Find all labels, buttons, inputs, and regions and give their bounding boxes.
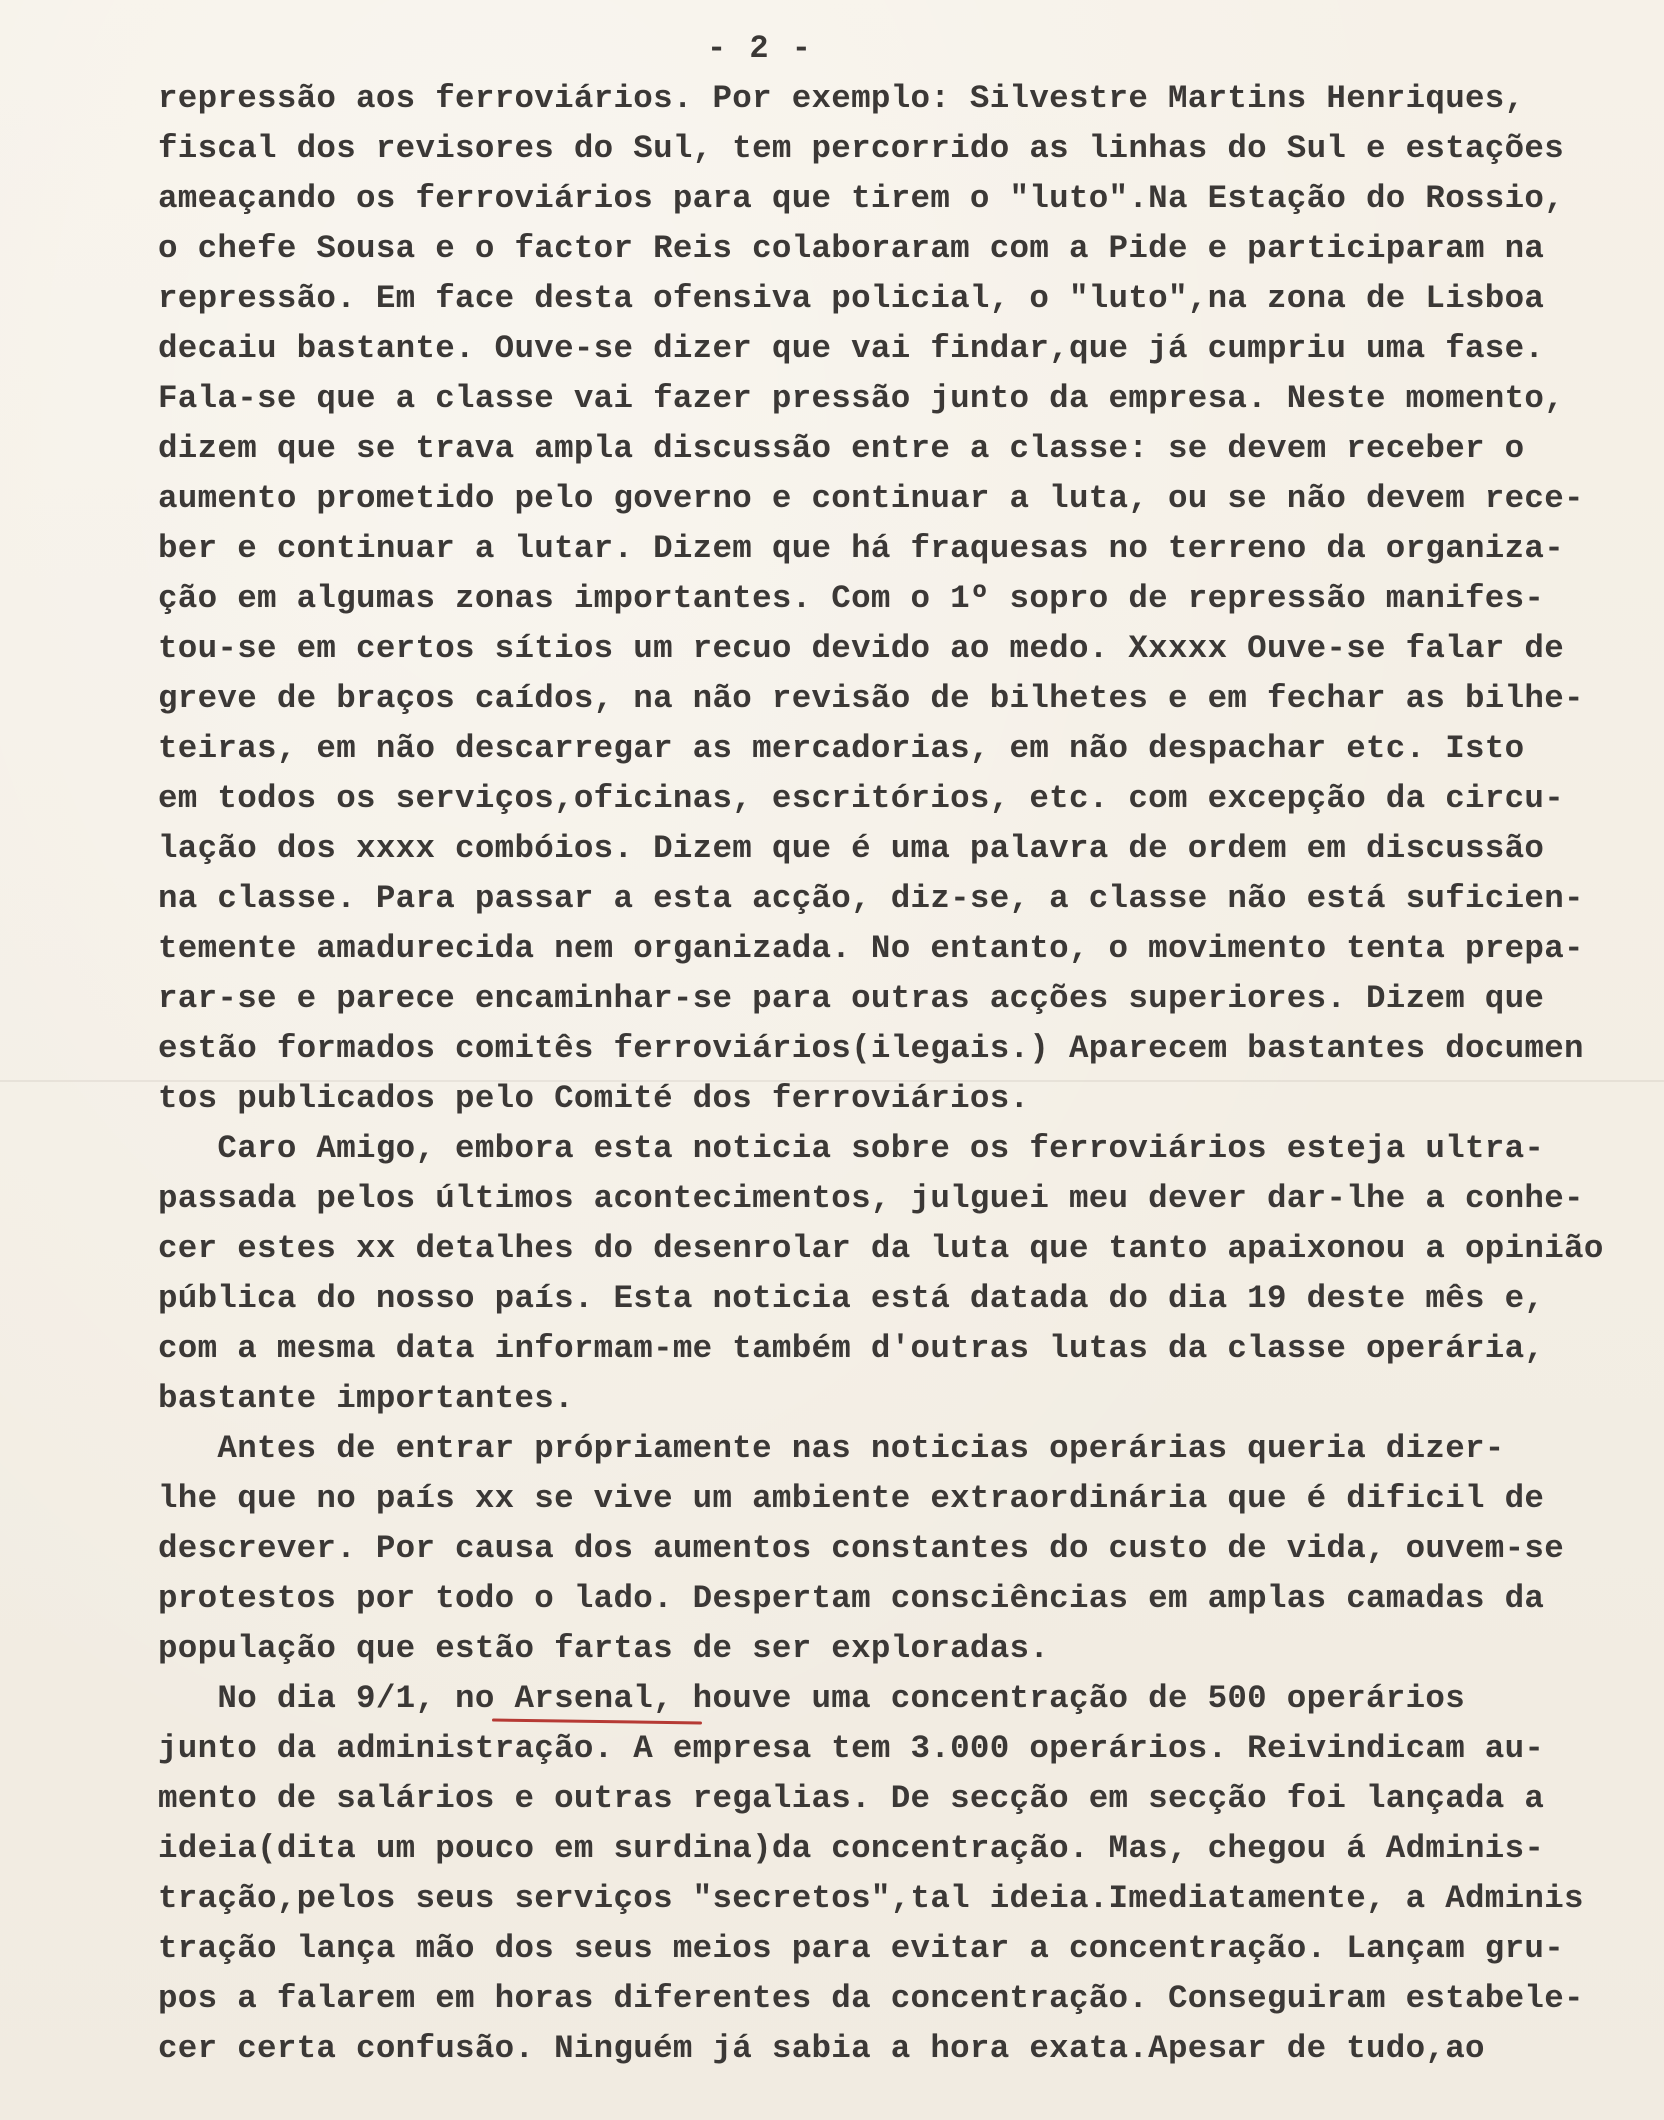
text-line: teiras, em não descarregar as mercadorias, em não despachar etc. Isto <box>158 730 1525 767</box>
text-line: lação dos xxxx combóios. Dizem que é uma palavra de ordem em discussão <box>158 830 1545 867</box>
text-line: pública do nosso país. Esta noticia está datada do dia 19 deste mês e, <box>158 1280 1545 1317</box>
text-line: ção em algumas zonas importantes. Com o 1º sopro de repressão manifes- <box>158 580 1545 617</box>
text-line: rar-se e parece encaminhar-se para outras acções superiores. Dizem que <box>158 980 1545 1017</box>
text-line: pos a falarem em horas diferentes da concentração. Conseguiram estabele- <box>158 1980 1584 2017</box>
text-line: mento de salários e outras regalias. De secção em secção foi lançada a <box>158 1780 1545 1817</box>
text-line: protestos por todo o lado. Despertam consciências em amplas camadas da <box>158 1580 1545 1617</box>
text-line: junto da administração. A empresa tem 3.000 operários. Reivindicam au- <box>158 1730 1545 1767</box>
text-line: em todos os serviços,oficinas, escritórios, etc. com excepção da circu- <box>158 780 1565 817</box>
text-line: decaiu bastante. Ouve-se dizer que vai findar,que já cumpriu uma fase. <box>158 330 1545 367</box>
text-line: cer certa confusão. Ninguém já sabia a hora exata.Apesar de tudo,ao <box>158 2030 1485 2067</box>
text-line: bastante importantes. <box>158 1380 574 1417</box>
text-line: Caro Amigo, embora esta noticia sobre os ferroviários esteja ultra- <box>158 1130 1545 1167</box>
text-line: o chefe Sousa e o factor Reis colaboraram com a Pide e participaram na <box>158 230 1545 267</box>
text-line: população que estão fartas de ser exploradas. <box>158 1630 1050 1667</box>
text-line: passada pelos últimos acontecimentos, julguei meu dever dar-lhe a conhe- <box>158 1180 1584 1217</box>
text-line: tos publicados pelo Comité dos ferroviários. <box>158 1080 1030 1117</box>
page-number: - 2 - <box>706 30 813 67</box>
text-line: na classe. Para passar a esta acção, diz-se, a classe não está suficien- <box>158 880 1584 917</box>
text-line: fiscal dos revisores do Sul, tem percorrido as linhas do Sul e estações <box>158 130 1565 167</box>
text-line: greve de braços caídos, na não revisão de bilhetes e em fechar as bilhe- <box>158 680 1584 717</box>
text-line: Fala-se que a classe vai fazer pressão junto da empresa. Neste momento, <box>158 380 1565 417</box>
text-line: com a mesma data informam-me também d'outras lutas da classe operária, <box>158 1330 1545 1367</box>
text-line: repressão. Em face desta ofensiva policial, o "luto",na zona de Lisboa <box>158 280 1545 317</box>
text-line: ameaçando os ferroviários para que tirem o "luto".Na Estação do Rossio, <box>158 180 1565 217</box>
text-line: tração,pelos seus serviços "secretos",tal ideia.Imediatamente, a Adminis <box>158 1880 1584 1917</box>
text-line: Antes de entrar própriamente nas noticias operárias queria dizer- <box>158 1430 1505 1467</box>
text-line: tou-se em certos sítios um recuo devido ao medo. Xxxxx Ouve-se falar de <box>158 630 1565 667</box>
text-line: descrever. Por causa dos aumentos constantes do custo de vida, ouvem-se <box>158 1530 1565 1567</box>
text-line: estão formados comitês ferroviários(ilegais.) Aparecem bastantes documen <box>158 1030 1584 1067</box>
text-line: cer estes xx detalhes do desenrolar da luta que tanto apaixonou a opinião <box>158 1230 1604 1267</box>
typewritten-body <box>158 74 1638 2074</box>
text-line: aumento prometido pelo governo e continuar a luta, ou se não devem rece- <box>158 480 1584 517</box>
text-line: No dia 9/1, no Arsenal, houve uma concentração de 500 operários <box>158 1680 1466 1717</box>
text-line: tração lança mão dos seus meios para evitar a concentração. Lançam gru- <box>158 1930 1565 1967</box>
text-line: ideia(dita um pouco em surdina)da concentração. Mas, chegou á Adminis- <box>158 1830 1545 1867</box>
text-line: dizem que se trava ampla discussão entre a classe: se devem receber o <box>158 430 1525 467</box>
text-line: ber e continuar a lutar. Dizem que há fraquesas no terreno da organiza- <box>158 530 1565 567</box>
text-line: repressão aos ferroviários. Por exemplo: Silvestre Martins Henriques, <box>158 80 1525 117</box>
text-line: temente amadurecida nem organizada. No entanto, o movimento tenta prepa- <box>158 930 1584 967</box>
text-line: lhe que no país xx se vive um ambiente extraordinária que é dificil de <box>158 1480 1545 1517</box>
